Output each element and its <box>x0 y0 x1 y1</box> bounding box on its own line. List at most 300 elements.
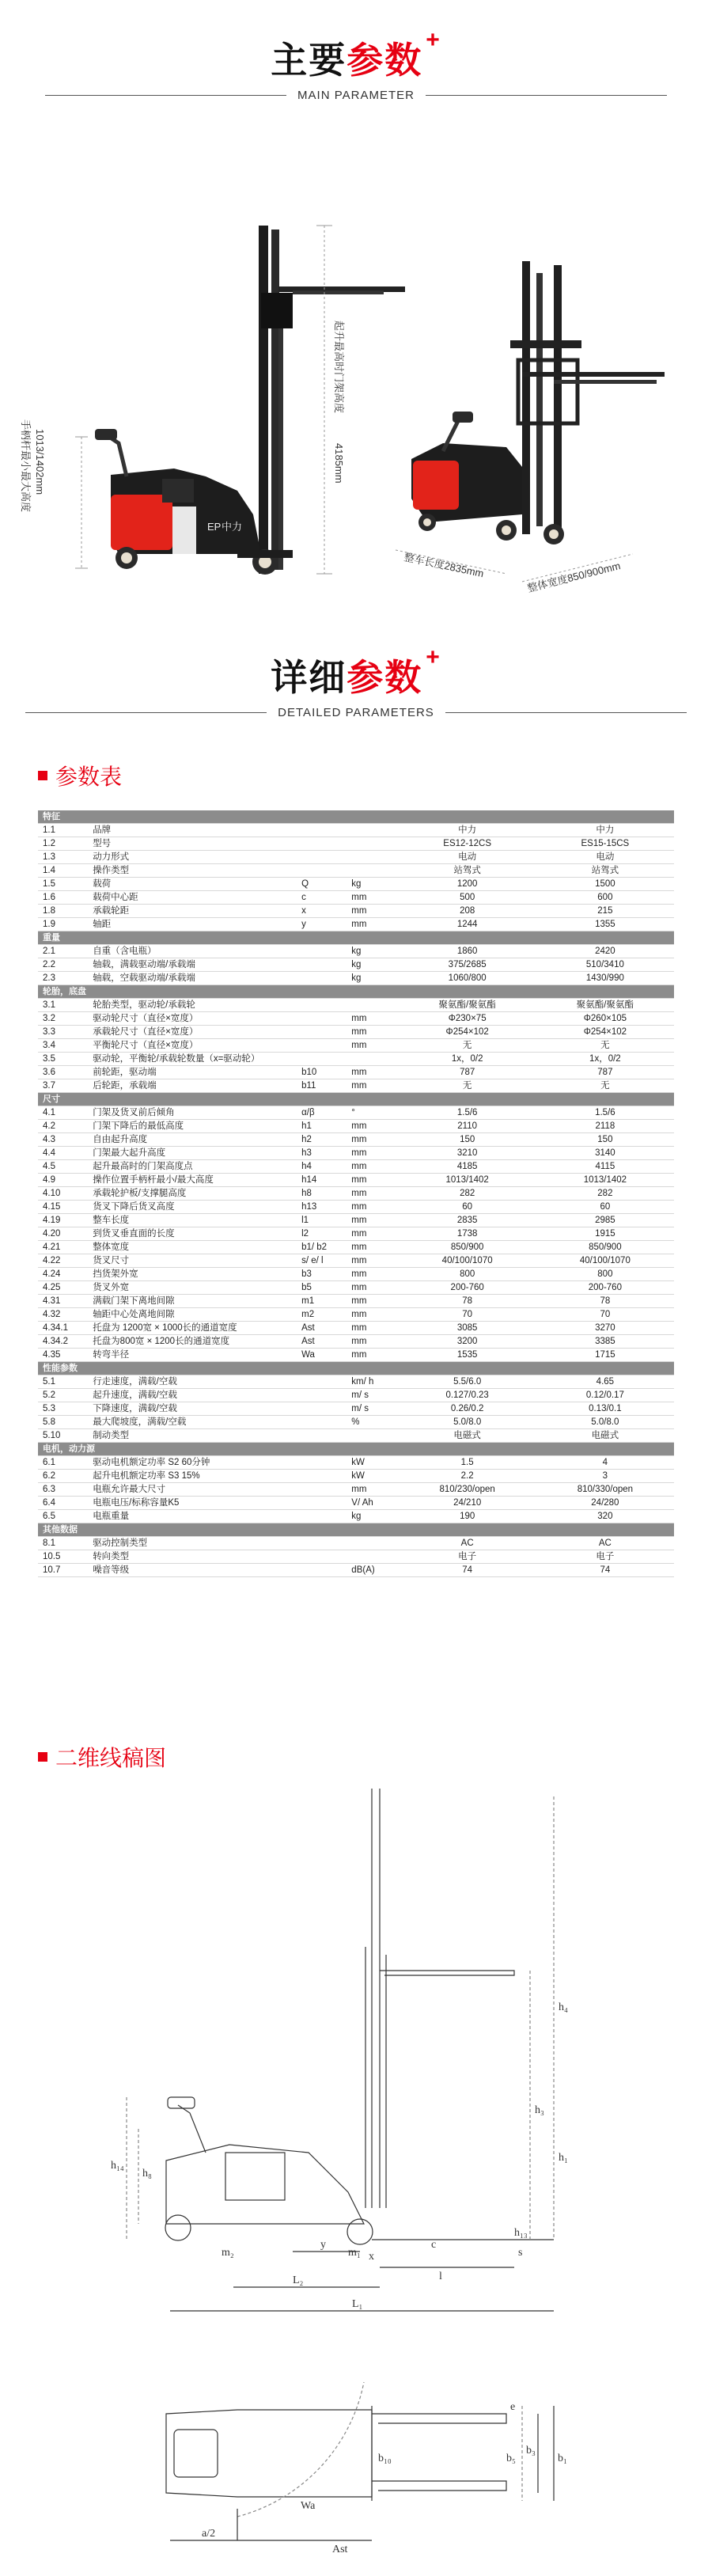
label-x: x <box>369 2251 374 2263</box>
spec-cell-unit: V/ Ah <box>347 1497 398 1510</box>
spec-cell-name: 起升速度，满载/空载 <box>88 1389 297 1402</box>
spec-cell-b: Φ254×102 <box>536 1026 674 1039</box>
spec-cell-sym: Wa <box>297 1349 347 1362</box>
spec-cell-name: 最大爬坡度，满载/空载 <box>88 1416 297 1429</box>
length-dimension: 整车长度2835mm <box>403 551 485 580</box>
spec-cell-sym <box>297 864 347 878</box>
spec-cell-sym: h8 <box>297 1187 347 1201</box>
spec-cell-unit: ° <box>347 1106 398 1120</box>
red-square-icon <box>38 1752 47 1762</box>
spec-cell-name: 托盘为800宽 × 1200长的通道宽度 <box>88 1335 297 1349</box>
spec-cell-sym: h4 <box>297 1160 347 1174</box>
spec-cell-no: 5.10 <box>38 1429 88 1443</box>
spec-cell-b: 60 <box>536 1201 674 1214</box>
spec-cell-no: 6.1 <box>38 1456 88 1470</box>
spec-cell-no: 5.2 <box>38 1389 88 1402</box>
spec-cell-name: 噪音等级 <box>88 1564 297 1577</box>
label-b10: b₁₀ <box>378 2453 392 2464</box>
spec-cell-a: 190 <box>399 1510 536 1523</box>
spec-cell-no: 1.4 <box>38 864 88 878</box>
spec-cell-no: 3.5 <box>38 1053 88 1066</box>
spec-cell-b: 电子 <box>536 1550 674 1564</box>
spec-cell-unit: mm <box>347 1120 398 1133</box>
spec-cell-unit: kg <box>347 945 398 958</box>
spec-cell-unit: mm <box>347 1066 398 1079</box>
spec-cell-name: 货叉下降后货叉高度 <box>88 1201 297 1214</box>
spec-cell-sym: s/ e/ l <box>297 1254 347 1268</box>
spec-cell-b: 800 <box>536 1268 674 1281</box>
spec-cell-no: 4.22 <box>38 1254 88 1268</box>
spec-cell-b: AC <box>536 1537 674 1550</box>
spec-cell-a: Φ230×75 <box>399 1012 536 1026</box>
spec-cell-unit: kg <box>347 878 398 891</box>
spec-cell-name: 门架及货叉前后倾角 <box>88 1106 297 1120</box>
spec-cell-a: 1738 <box>399 1227 536 1241</box>
label-h4: h₄ <box>559 2001 568 2013</box>
spec-cell-no: 4.19 <box>38 1214 88 1227</box>
spec-cell-unit: km/ h <box>347 1375 398 1389</box>
spec-cell-a: 站驾式 <box>399 864 536 878</box>
spec-category-row <box>38 1362 674 1375</box>
spec-cell-sym <box>297 837 347 851</box>
spec-cell-a: 150 <box>399 1133 536 1147</box>
main-parameter-subtitle: MAIN PARAMETER <box>297 89 415 102</box>
spec-cell-sym: b3 <box>297 1268 347 1281</box>
spec-cell-b: Φ260×105 <box>536 1012 674 1026</box>
spec-row <box>38 1429 674 1443</box>
spec-cell-a: 1013/1402 <box>399 1174 536 1187</box>
spec-cell-no: 4.32 <box>38 1308 88 1322</box>
spec-row <box>38 1497 674 1510</box>
spec-cell-b: 无 <box>536 1039 674 1053</box>
label-e: e <box>510 2401 516 2413</box>
spec-cell-a: 2835 <box>399 1214 536 1227</box>
stacker-side-view <box>75 226 405 575</box>
spec-cell-no: 4.21 <box>38 1241 88 1254</box>
spec-cell-sym: Ast <box>297 1335 347 1349</box>
spec-category-label: 电机，动力源 <box>38 1443 674 1456</box>
spec-cell-no: 3.4 <box>38 1039 88 1053</box>
spec-cell-b: 电动 <box>536 851 674 864</box>
spec-cell-unit: mm <box>347 1201 398 1214</box>
spec-cell-b: 1355 <box>536 918 674 931</box>
spec-category-row <box>38 985 674 999</box>
spec-cell-b: 810/330/open <box>536 1483 674 1497</box>
spec-cell-b: 3 <box>536 1470 674 1483</box>
spec-cell-sym <box>297 1429 347 1443</box>
spec-cell-name: 驱动轮尺寸（直径×宽度） <box>88 1012 297 1026</box>
spec-cell-no: 5.3 <box>38 1402 88 1416</box>
spec-category-label: 特征 <box>38 810 674 824</box>
spec-cell-no: 4.35 <box>38 1349 88 1362</box>
spec-cell-name: 起升最高时的门架高度点 <box>88 1160 297 1174</box>
spec-row <box>38 1079 674 1093</box>
spec-row <box>38 1564 674 1577</box>
spec-row <box>38 918 674 931</box>
spec-cell-sym <box>297 1012 347 1026</box>
spec-cell-no: 10.7 <box>38 1564 88 1577</box>
spec-cell-sym <box>297 1483 347 1497</box>
spec-row <box>38 1295 674 1308</box>
spec-cell-a: 无 <box>399 1039 536 1053</box>
spec-category-row <box>38 1523 674 1537</box>
spec-cell-b: 70 <box>536 1308 674 1322</box>
spec-cell-a: 60 <box>399 1201 536 1214</box>
handle-height-value: 1013/1402mm <box>34 429 46 495</box>
spec-cell-name: 托盘为 1200宽 × 1000长的通道宽度 <box>88 1322 297 1335</box>
label-c: c <box>431 2239 437 2251</box>
spec-cell-name: 平衡轮尺寸（直径×宽度） <box>88 1039 297 1053</box>
spec-row <box>38 837 674 851</box>
spec-cell-unit: mm <box>347 1241 398 1254</box>
spec-cell-a: 500 <box>399 891 536 905</box>
spec-cell-name: 承载轮护板/支撑腿高度 <box>88 1187 297 1201</box>
divider <box>445 712 687 713</box>
spec-cell-unit: mm <box>347 1214 398 1227</box>
spec-row <box>38 1281 674 1295</box>
spec-cell-b: 74 <box>536 1564 674 1577</box>
spec-cell-b: 2420 <box>536 945 674 958</box>
spec-cell-unit: mm <box>347 1147 398 1160</box>
spec-cell-no: 4.9 <box>38 1174 88 1187</box>
spec-cell-sym <box>297 972 347 985</box>
spec-cell-unit <box>347 1053 398 1066</box>
spec-cell-b: 4115 <box>536 1160 674 1174</box>
spec-cell-a: 1x，0/2 <box>399 1053 536 1066</box>
spec-cell-b: 中力 <box>536 824 674 837</box>
stacker-perspective-view <box>396 261 665 582</box>
spec-cell-a: 0.127/0.23 <box>399 1389 536 1402</box>
label-h8: h₈ <box>142 2168 152 2180</box>
spec-cell-b: 4.65 <box>536 1375 674 1389</box>
spec-cell-b: 0.13/0.1 <box>536 1402 674 1416</box>
spec-cell-sym: y <box>297 918 347 931</box>
spec-cell-no: 4.20 <box>38 1227 88 1241</box>
spec-row <box>38 1174 674 1187</box>
spec-cell-a: 78 <box>399 1295 536 1308</box>
spec-cell-unit: mm <box>347 1268 398 1281</box>
spec-cell-name: 电瓶允许最大尺寸 <box>88 1483 297 1497</box>
spec-cell-a: 208 <box>399 905 536 918</box>
spec-cell-unit: mm <box>347 1227 398 1241</box>
spec-cell-no: 4.2 <box>38 1120 88 1133</box>
spec-cell-sym <box>297 945 347 958</box>
spec-cell-sym <box>297 824 347 837</box>
spec-cell-sym <box>297 1470 347 1483</box>
spec-cell-no: 1.1 <box>38 824 88 837</box>
spec-cell-unit <box>347 1550 398 1564</box>
spec-row <box>38 1012 674 1026</box>
spec-cell-sym <box>297 851 347 864</box>
spec-cell-b: 24/280 <box>536 1497 674 1510</box>
spec-row <box>38 1322 674 1335</box>
spec-cell-sym <box>297 1402 347 1416</box>
spec-cell-b: 215 <box>536 905 674 918</box>
spec-cell-no: 4.24 <box>38 1268 88 1281</box>
spec-cell-no: 2.2 <box>38 958 88 972</box>
label-y: y <box>320 2239 326 2251</box>
spec-cell-no: 1.3 <box>38 851 88 864</box>
label-s: s <box>518 2247 523 2259</box>
spec-cell-name: 承载轮距 <box>88 905 297 918</box>
spec-cell-no: 4.15 <box>38 1201 88 1214</box>
spec-row <box>38 1160 674 1174</box>
spec-cell-sym: h13 <box>297 1201 347 1214</box>
label-h14: h₁₄ <box>111 2160 124 2172</box>
spec-cell-no: 6.5 <box>38 1510 88 1523</box>
spec-category-label: 性能参数 <box>38 1362 674 1375</box>
detail-title-red: 参数 <box>347 657 423 698</box>
spec-cell-b: 600 <box>536 891 674 905</box>
spec-row <box>38 851 674 864</box>
label-h3: h₃ <box>535 2104 544 2116</box>
spec-cell-name: 操作位置手柄杆最小/最大高度 <box>88 1174 297 1187</box>
spec-cell-a: 4185 <box>399 1160 536 1174</box>
spec-cell-no: 6.4 <box>38 1497 88 1510</box>
line-drawing <box>0 1781 712 2556</box>
spec-table <box>38 810 674 1577</box>
spec-cell-a: 5.0/8.0 <box>399 1416 536 1429</box>
spec-cell-a: 电动 <box>399 851 536 864</box>
spec-cell-unit <box>347 1429 398 1443</box>
main-title-red: 参数 <box>347 40 423 81</box>
spec-cell-no: 4.3 <box>38 1133 88 1147</box>
spec-cell-sym: Ast <box>297 1322 347 1335</box>
spec-cell-name: 整体宽度 <box>88 1241 297 1254</box>
spec-cell-b: 1430/990 <box>536 972 674 985</box>
spec-cell-no: 1.9 <box>38 918 88 931</box>
spec-cell-unit <box>347 851 398 864</box>
spec-cell-unit: mm <box>347 1281 398 1295</box>
spec-cell-no: 6.2 <box>38 1470 88 1483</box>
spec-cell-unit: % <box>347 1416 398 1429</box>
width-dimension: 整体宽度850/900mm <box>526 560 622 594</box>
label-l2: L₂ <box>293 2274 304 2286</box>
spec-cell-no: 4.5 <box>38 1160 88 1174</box>
spec-row <box>38 1375 674 1389</box>
spec-cell-name: 轴载，空载驱动端/承载端 <box>88 972 297 985</box>
label-ast: Ast <box>332 2544 348 2555</box>
spec-cell-unit: mm <box>347 1295 398 1308</box>
spec-cell-b: 787 <box>536 1066 674 1079</box>
spec-heading <box>38 760 122 791</box>
spec-row <box>38 1456 674 1470</box>
spec-cell-unit: m/ s <box>347 1402 398 1416</box>
spec-cell-name: 载荷中心距 <box>88 891 297 905</box>
spec-cell-unit <box>347 824 398 837</box>
spec-row <box>38 1241 674 1254</box>
spec-cell-no: 3.2 <box>38 1012 88 1026</box>
detailed-parameter-title <box>0 644 712 719</box>
spec-cell-unit: mm <box>347 1308 398 1322</box>
spec-cell-sym: h3 <box>297 1147 347 1160</box>
spec-row <box>38 1053 674 1066</box>
spec-cell-a: 3200 <box>399 1335 536 1349</box>
spec-row <box>38 1106 674 1120</box>
spec-cell-b: 1915 <box>536 1227 674 1241</box>
spec-cell-no: 3.6 <box>38 1066 88 1079</box>
spec-row <box>38 1483 674 1497</box>
drawing-heading-text: 二维线稿图 <box>55 1746 167 1770</box>
spec-cell-unit: mm <box>347 1322 398 1335</box>
spec-cell-unit <box>347 1537 398 1550</box>
spec-cell-b: 850/900 <box>536 1241 674 1254</box>
spec-cell-unit: mm <box>347 1012 398 1026</box>
spec-cell-sym <box>297 1039 347 1053</box>
forklift-hero-illustration <box>0 182 712 633</box>
spec-cell-unit: mm <box>347 1174 398 1187</box>
divider <box>45 95 286 96</box>
spec-cell-sym: c <box>297 891 347 905</box>
spec-cell-sym: m1 <box>297 1295 347 1308</box>
spec-cell-sym <box>297 1497 347 1510</box>
spec-cell-unit: kg <box>347 972 398 985</box>
spec-cell-b: 2985 <box>536 1214 674 1227</box>
spec-cell-a: 0.26/0.2 <box>399 1402 536 1416</box>
spec-cell-sym: Q <box>297 878 347 891</box>
spec-cell-sym <box>297 958 347 972</box>
spec-row <box>38 1133 674 1147</box>
spec-cell-name: 操作类型 <box>88 864 297 878</box>
label-a2: a/2 <box>202 2528 216 2540</box>
spec-cell-no: 4.31 <box>38 1295 88 1308</box>
spec-cell-no: 5.1 <box>38 1375 88 1389</box>
spec-cell-b: 电磁式 <box>536 1429 674 1443</box>
spec-row <box>38 864 674 878</box>
spec-cell-no: 4.1 <box>38 1106 88 1120</box>
spec-cell-sym <box>297 1537 347 1550</box>
spec-cell-b: 1.5/6 <box>536 1106 674 1120</box>
spec-cell-sym <box>297 999 347 1012</box>
spec-cell-name: 驱动电机额定功率 S2 60分钟 <box>88 1456 297 1470</box>
spec-cell-b: 1500 <box>536 878 674 891</box>
spec-cell-name: 起升电机额定功率 S3 15% <box>88 1470 297 1483</box>
spec-cell-name: 动力形式 <box>88 851 297 864</box>
spec-row <box>38 1254 674 1268</box>
spec-cell-sym <box>297 1564 347 1577</box>
spec-cell-a: 中力 <box>399 824 536 837</box>
spec-cell-a: 1244 <box>399 918 536 931</box>
spec-cell-b: 1715 <box>536 1349 674 1362</box>
spec-cell-a: 1200 <box>399 878 536 891</box>
spec-cell-a: 1.5 <box>399 1456 536 1470</box>
spec-cell-a: 24/210 <box>399 1497 536 1510</box>
spec-cell-unit <box>347 864 398 878</box>
spec-cell-sym <box>297 1375 347 1389</box>
spec-cell-sym <box>297 1053 347 1066</box>
lift-height-label: 起升最高时门架高度 <box>333 321 345 414</box>
plus-icon: + <box>426 27 441 53</box>
spec-row <box>38 958 674 972</box>
spec-cell-b: 1x，0/2 <box>536 1053 674 1066</box>
spec-cell-a: 375/2685 <box>399 958 536 972</box>
spec-cell-sym: h14 <box>297 1174 347 1187</box>
spec-row <box>38 1214 674 1227</box>
label-b1: b₁ <box>558 2453 567 2464</box>
spec-cell-a: AC <box>399 1537 536 1550</box>
spec-cell-a: 电子 <box>399 1550 536 1564</box>
spec-category-label: 重量 <box>38 931 674 945</box>
spec-cell-no: 10.5 <box>38 1550 88 1564</box>
spec-cell-a: 1.5/6 <box>399 1106 536 1120</box>
spec-cell-a: 850/900 <box>399 1241 536 1254</box>
label-b5: b₅ <box>506 2453 516 2464</box>
spec-cell-a: 3210 <box>399 1147 536 1160</box>
spec-cell-a: 无 <box>399 1079 536 1093</box>
spec-row <box>38 1039 674 1053</box>
spec-row <box>38 891 674 905</box>
spec-cell-unit: mm <box>347 1133 398 1147</box>
spec-cell-sym <box>297 1456 347 1470</box>
spec-cell-no: 1.6 <box>38 891 88 905</box>
spec-cell-b: ES15-15CS <box>536 837 674 851</box>
spec-row <box>38 1389 674 1402</box>
spec-cell-b: 0.12/0.17 <box>536 1389 674 1402</box>
spec-category-row <box>38 1093 674 1106</box>
label-m1: m₁ <box>348 2247 361 2259</box>
spec-cell-a: 1060/800 <box>399 972 536 985</box>
spec-category-row <box>38 1443 674 1456</box>
spec-cell-a: 电磁式 <box>399 1429 536 1443</box>
spec-heading-text: 参数表 <box>55 764 123 789</box>
spec-cell-a: 2110 <box>399 1120 536 1133</box>
label-m2: m₂ <box>222 2247 234 2259</box>
spec-cell-no: 4.34.2 <box>38 1335 88 1349</box>
divider <box>25 712 267 713</box>
label-l: l <box>439 2271 442 2282</box>
spec-cell-b: 78 <box>536 1295 674 1308</box>
spec-cell-a: 787 <box>399 1066 536 1079</box>
spec-cell-name: 后轮距，承载端 <box>88 1079 297 1093</box>
spec-cell-unit: mm <box>347 1349 398 1362</box>
spec-cell-unit: mm <box>347 1039 398 1053</box>
detail-title-dark: 详细 <box>271 657 347 698</box>
plus-icon: + <box>426 644 441 670</box>
spec-cell-b: 3385 <box>536 1335 674 1349</box>
detailed-parameter-subtitle: DETAILED PARAMETERS <box>278 706 434 719</box>
spec-cell-unit: kW <box>347 1456 398 1470</box>
spec-cell-unit: mm <box>347 1160 398 1174</box>
spec-cell-name: 挡货架外宽 <box>88 1268 297 1281</box>
spec-cell-name: 承载轮尺寸（直径×宽度） <box>88 1026 297 1039</box>
spec-cell-b: 2118 <box>536 1120 674 1133</box>
spec-cell-no: 6.3 <box>38 1483 88 1497</box>
spec-category-row <box>38 810 674 824</box>
spec-row <box>38 972 674 985</box>
spec-cell-unit: mm <box>347 891 398 905</box>
spec-cell-a: 200-760 <box>399 1281 536 1295</box>
spec-cell-name: 到货叉垂直面的长度 <box>88 1227 297 1241</box>
spec-cell-unit: mm <box>347 1335 398 1349</box>
spec-cell-name: 下降速度，满载/空载 <box>88 1402 297 1416</box>
spec-row <box>38 905 674 918</box>
spec-cell-no: 1.8 <box>38 905 88 918</box>
main-parameter-title <box>0 27 712 102</box>
spec-row <box>38 1550 674 1564</box>
spec-cell-unit: kW <box>347 1470 398 1483</box>
label-h1: h₁ <box>559 2152 568 2164</box>
spec-cell-no: 1.5 <box>38 878 88 891</box>
spec-row <box>38 1537 674 1550</box>
brand-label: 中力 <box>222 521 243 533</box>
svg-text:EP: EP <box>207 521 222 533</box>
spec-cell-unit: m/ s <box>347 1389 398 1402</box>
spec-cell-name: 轴载，满载驱动端/承载端 <box>88 958 297 972</box>
spec-cell-unit: mm <box>347 905 398 918</box>
spec-cell-a: 282 <box>399 1187 536 1201</box>
spec-cell-no: 2.1 <box>38 945 88 958</box>
spec-cell-b: 5.0/8.0 <box>536 1416 674 1429</box>
